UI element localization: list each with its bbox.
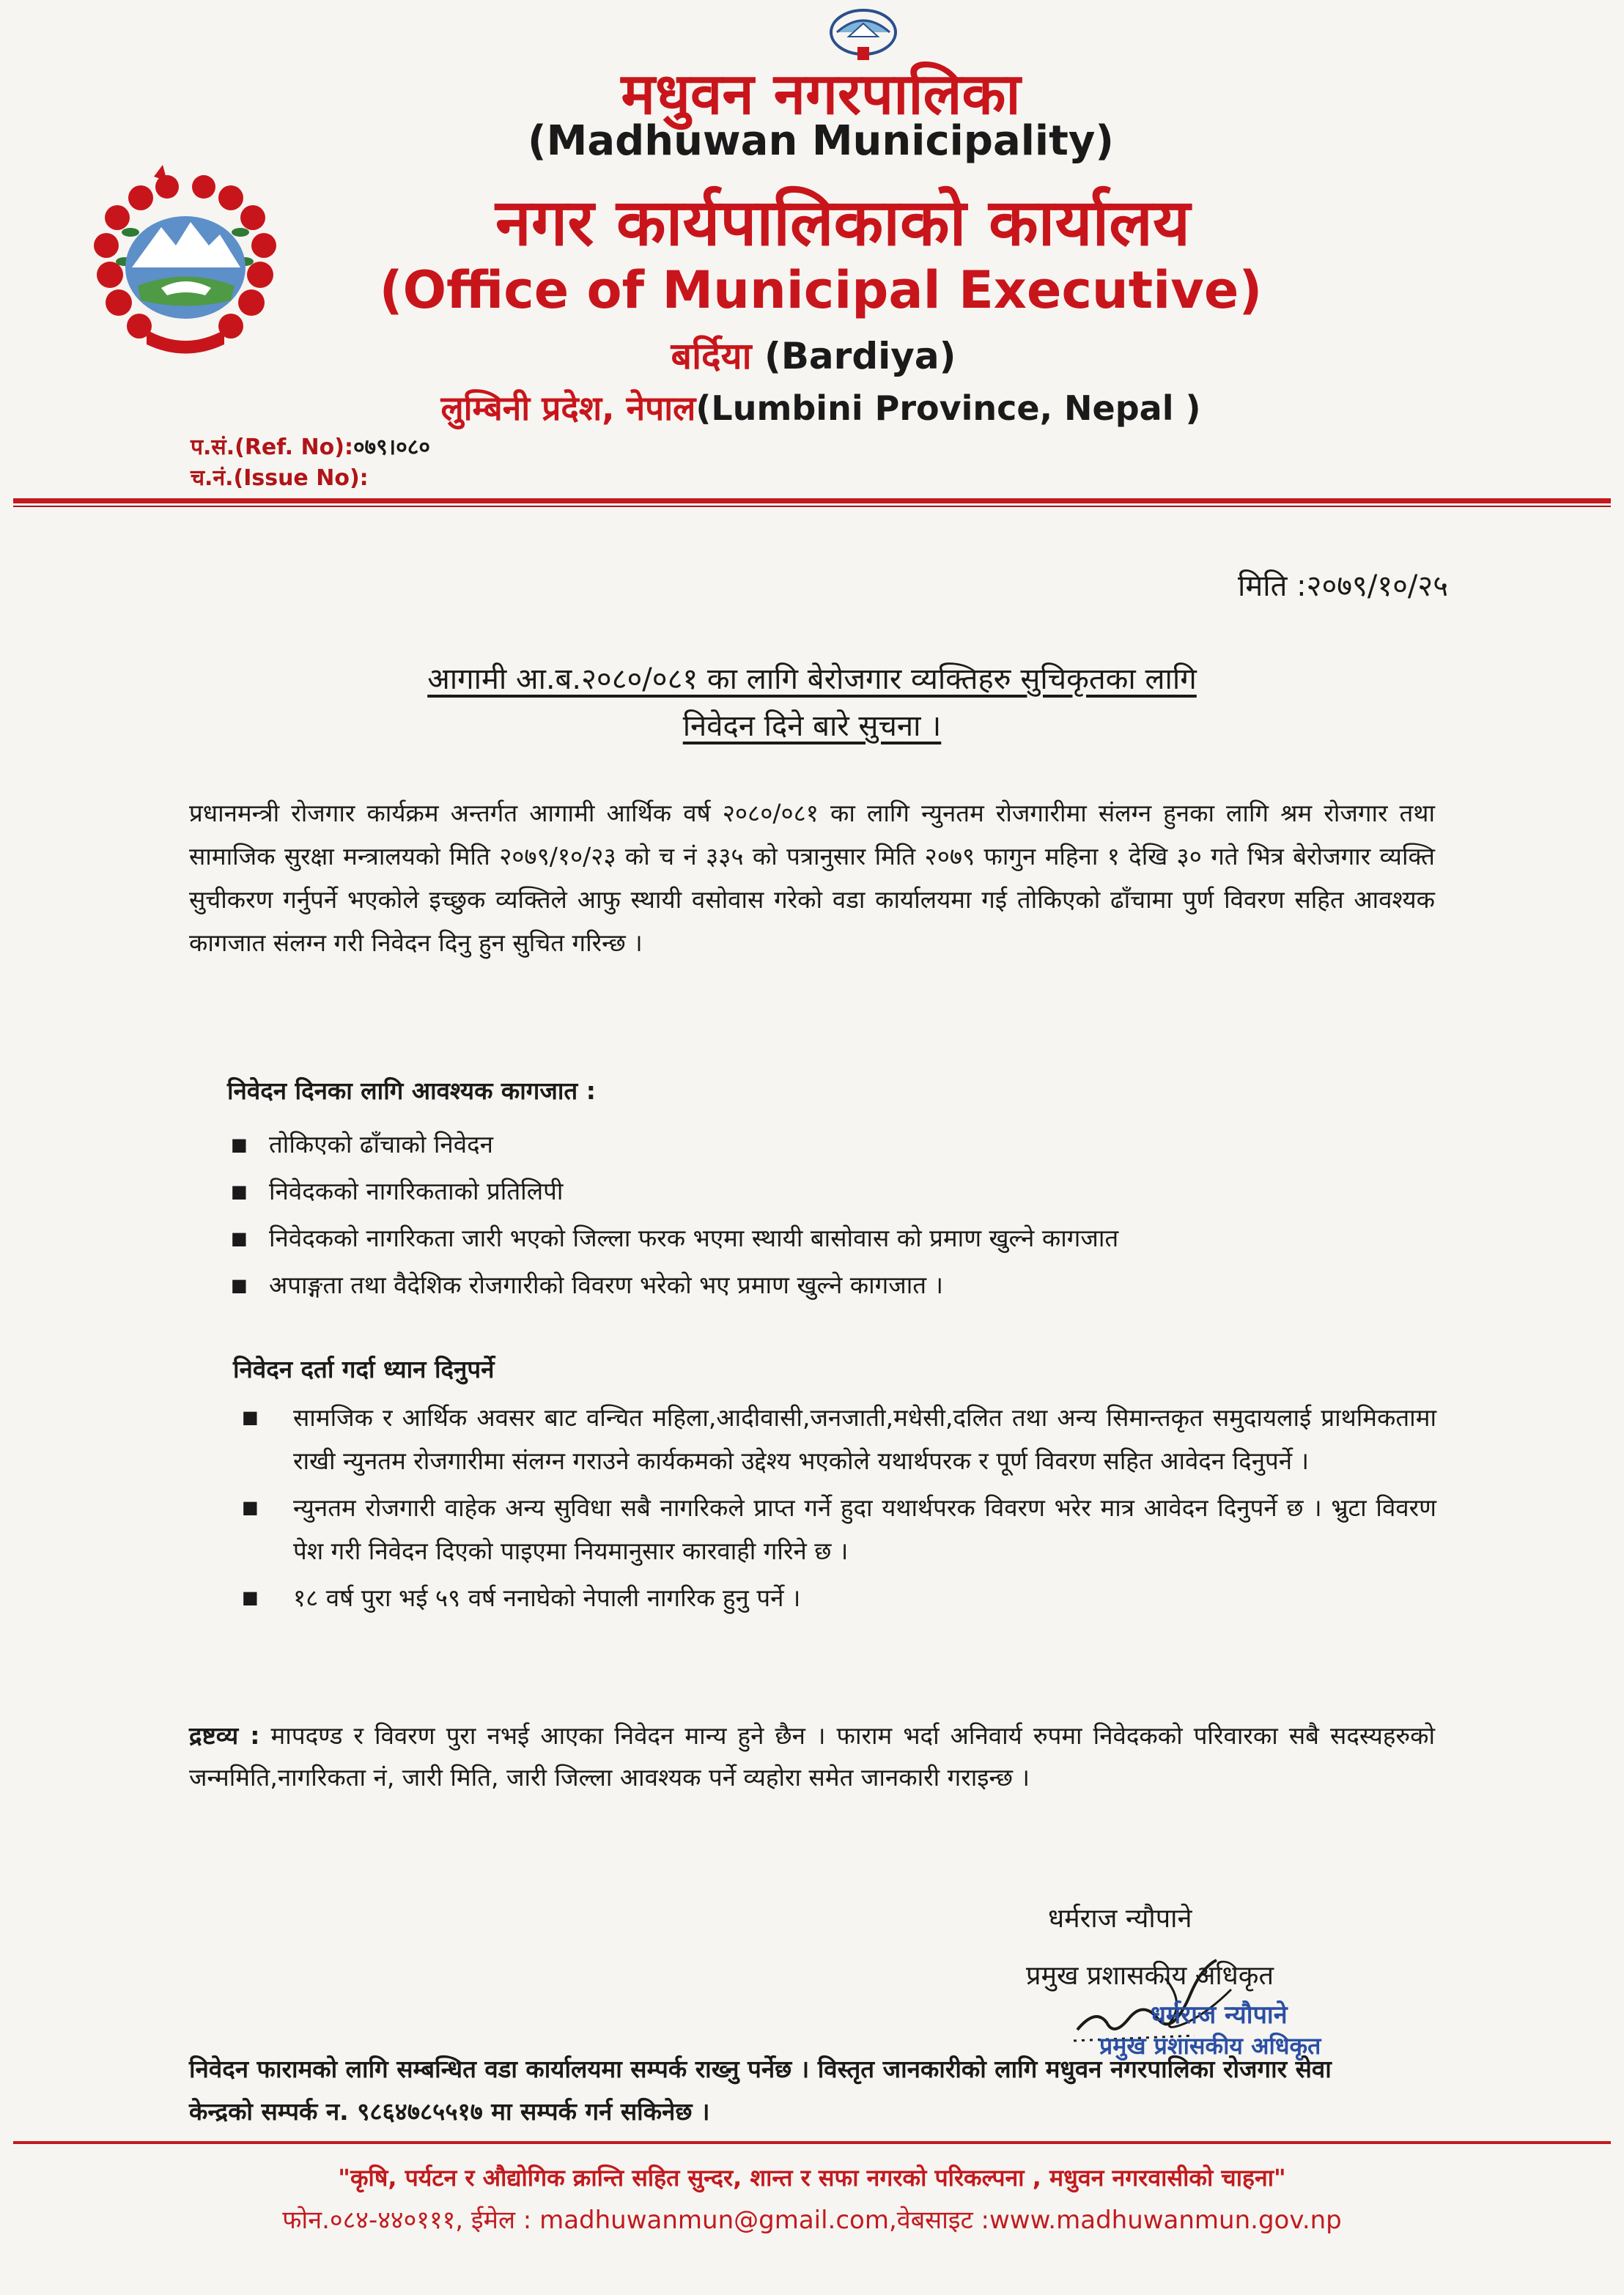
list-item: ■ अपाङ्गता तथा वैदेशिक रोजगारीको विवरण भरेको भए प्रमाण खुल्ने कागजात । bbox=[231, 1262, 1440, 1309]
district-english: (Bardiya) bbox=[764, 335, 956, 377]
closing-paragraph: निवेदन फारामको लागि सम्बन्धित वडा कार्यालयमा सम्पर्क राख्नु पर्नेछ । विस्तृत जानकारीको लागि मधुवन नगरपालिका रोजगार सेवा केन्द्रको सम्पर्क न. ९८६४७८५५१७ मा सम्पर्क गर्न सकिनेछ । bbox=[189, 2055, 1332, 2126]
office-name-nepali: नगर कार्यपालिकाको कार्यालय bbox=[495, 185, 1190, 260]
footer-website[interactable]: www.madhuwanmun.gov.np bbox=[989, 2206, 1342, 2235]
ref-number-line bbox=[191, 432, 430, 463]
attention-list bbox=[242, 1396, 1436, 1623]
footer-phone: फोन.०८४-४४०१११, bbox=[282, 2206, 471, 2235]
province-nepali: लुम्बिनी प्रदेश, नेपाल bbox=[440, 388, 696, 428]
list-item: ■ निवेदकको नागरिकताको प्रतिलिपी bbox=[231, 1168, 1440, 1215]
province-line bbox=[381, 385, 1261, 430]
subject-line-1: आगामी आ.ब.२०८०/०८१ का लागि बेरोजगार व्यक्तिहरु सुचिकृतका लागि bbox=[427, 662, 1197, 696]
notice-subject bbox=[0, 656, 1624, 750]
note-paragraph bbox=[189, 1715, 1435, 1798]
municipality-name-english: (Madhuwan Municipality) bbox=[528, 117, 1114, 165]
ref-number-label: प.सं.(Ref. No): bbox=[191, 435, 353, 460]
list-item: ■ तोकिएको ढाँचाको निवेदन bbox=[231, 1121, 1440, 1168]
list-item: ■ निवेदकको नागरिकता जारी भएको जिल्ला फरक भएमा स्थायी बासोवास को प्रमाण खुल्ने कागजात bbox=[231, 1215, 1440, 1262]
subject-line-2: निवेदन दिने बारे सुचना । bbox=[682, 709, 942, 743]
office-name-english: (Office of Municipal Executive) bbox=[379, 260, 1263, 320]
documents-heading: निवेदन दिनका लागि आवश्यक कागजात : bbox=[227, 1076, 596, 1105]
issue-number-line bbox=[191, 463, 430, 494]
note-text: मापदण्ड र विवरण पुरा नभई आएका निवेदन मान्य हुने छैन । फाराम भर्दा अनिवार्य रुपमा निवेदकको परिवारका सबै सदस्यहरुको जन्ममिति,नागरिकता नं, जारी मिति, जारी जिल्ला आवश्यक पर्ने व्यहोरा समेत जानकारी गराइन्छ । bbox=[189, 1721, 1435, 1792]
district-line bbox=[623, 330, 1004, 380]
municipality-name-nepali: मधुवन नगरपालिका bbox=[621, 62, 1021, 128]
signatory-name: धर्मराज न्यौपाने bbox=[1048, 1904, 1192, 1934]
footer-divider bbox=[13, 2141, 1611, 2144]
list-item: ■ १८ वर्ष पुरा भई ५९ वर्ष ननाघेको नेपाली नागरिक हुनु पर्ने । bbox=[242, 1576, 1436, 1619]
header-divider bbox=[13, 498, 1611, 503]
documents-list bbox=[231, 1121, 1440, 1309]
signatory-title: प्रमुख प्रशासकीय अधिकृत bbox=[1026, 1961, 1274, 1991]
district-nepali: बर्दिया bbox=[671, 335, 752, 377]
footer-contact bbox=[0, 2202, 1624, 2236]
stamp-name: धर्मराज न्यौपाने bbox=[1151, 2000, 1288, 2030]
header-divider-thin bbox=[13, 506, 1611, 507]
main-paragraph: प्रधानमन्त्री रोजगार कार्यक्रम अन्तर्गत आगामी आर्थिक वर्ष २०८०/०८१ का लागि न्युनतम रोजगारीमा संलग्न हुनका लागि श्रम रोजगार तथा सामाजिक सुरक्षा मन्त्रालयको मिति २०७९/१०/२३ को च नं ३३५ को पत्रानुसार मिति २०७९ फागुन महिना १ देखि ३० गते भित्र बेरोजगार व्यक्ति सुचीकरण गर्नुपर्ने भएकोले इच्छुक व्यक्तिले आफु स्थायी वसोवास गरेको वडा कार्यालयमा गई तोकिएको ढाँचामा पुर्ण विवरण सहित आवश्यक कागजात संलग्न गरी निवेदन दिनु हुन सुचित गरिन्छ । bbox=[189, 799, 1435, 957]
footer-email-label: ईमेल : bbox=[470, 2206, 540, 2235]
footer-email[interactable]: madhuwanmun@gmail.com bbox=[539, 2206, 889, 2235]
reference-block bbox=[191, 432, 430, 494]
ref-number-value: ०७९।०८० bbox=[353, 435, 430, 460]
list-item: ■ न्युनतम रोजगारी वाहेक अन्य सुविधा सबै नागरिकले प्राप्त गर्ने हुदा यथार्थपरक विवरण भरेर मात्र आवेदन दिनुपर्ने छ । भ्रुटा विवरण पेश गरी निवेदन दिएको पाइएमा नियमानुसार कारवाही गरिने छ । bbox=[242, 1486, 1436, 1572]
list-item: ■ सामजिक र आर्थिक अवसर बाट वन्चित महिला,आदीवासी,जनजाती,मधेसी,दलित तथा अन्य सिमान्तकृत समुदायलाई प्राथमिकतामा राखी न्युनतम रोजगारीमा संलग्न गराउने कार्यकमको उद्देश्य भएकोले यथार्थपरक र पूर्ण विवरण सहित आवेदन दिनुपर्ने । bbox=[242, 1396, 1436, 1482]
footer-website-label: ,वेबसाइट : bbox=[888, 2206, 989, 2235]
footer-motto: "कृषि, पर्यटन र औद्योगिक क्रान्ति सहित सुन्दर, शान्त र सफा नगरको परिकल्पना , मधुवन नगरवासीको चाहना" bbox=[338, 2164, 1286, 2192]
notice-date: मिति :२०७९/१०/२५ bbox=[1238, 569, 1448, 603]
province-english: (Lumbini Province, Nepal ) bbox=[695, 388, 1201, 428]
note-label: द्रष्टव्य : bbox=[189, 1721, 260, 1750]
attention-heading: निवेदन दर्ता गर्दा ध्यान दिनुपर्ने bbox=[233, 1355, 495, 1383]
issue-number-label: च.नं.(Issue No): bbox=[191, 465, 369, 491]
nepal-emblem-icon bbox=[81, 165, 289, 366]
stamp-title: प्रमुख प्रशासकीय अधिकृत bbox=[1099, 2032, 1321, 2060]
